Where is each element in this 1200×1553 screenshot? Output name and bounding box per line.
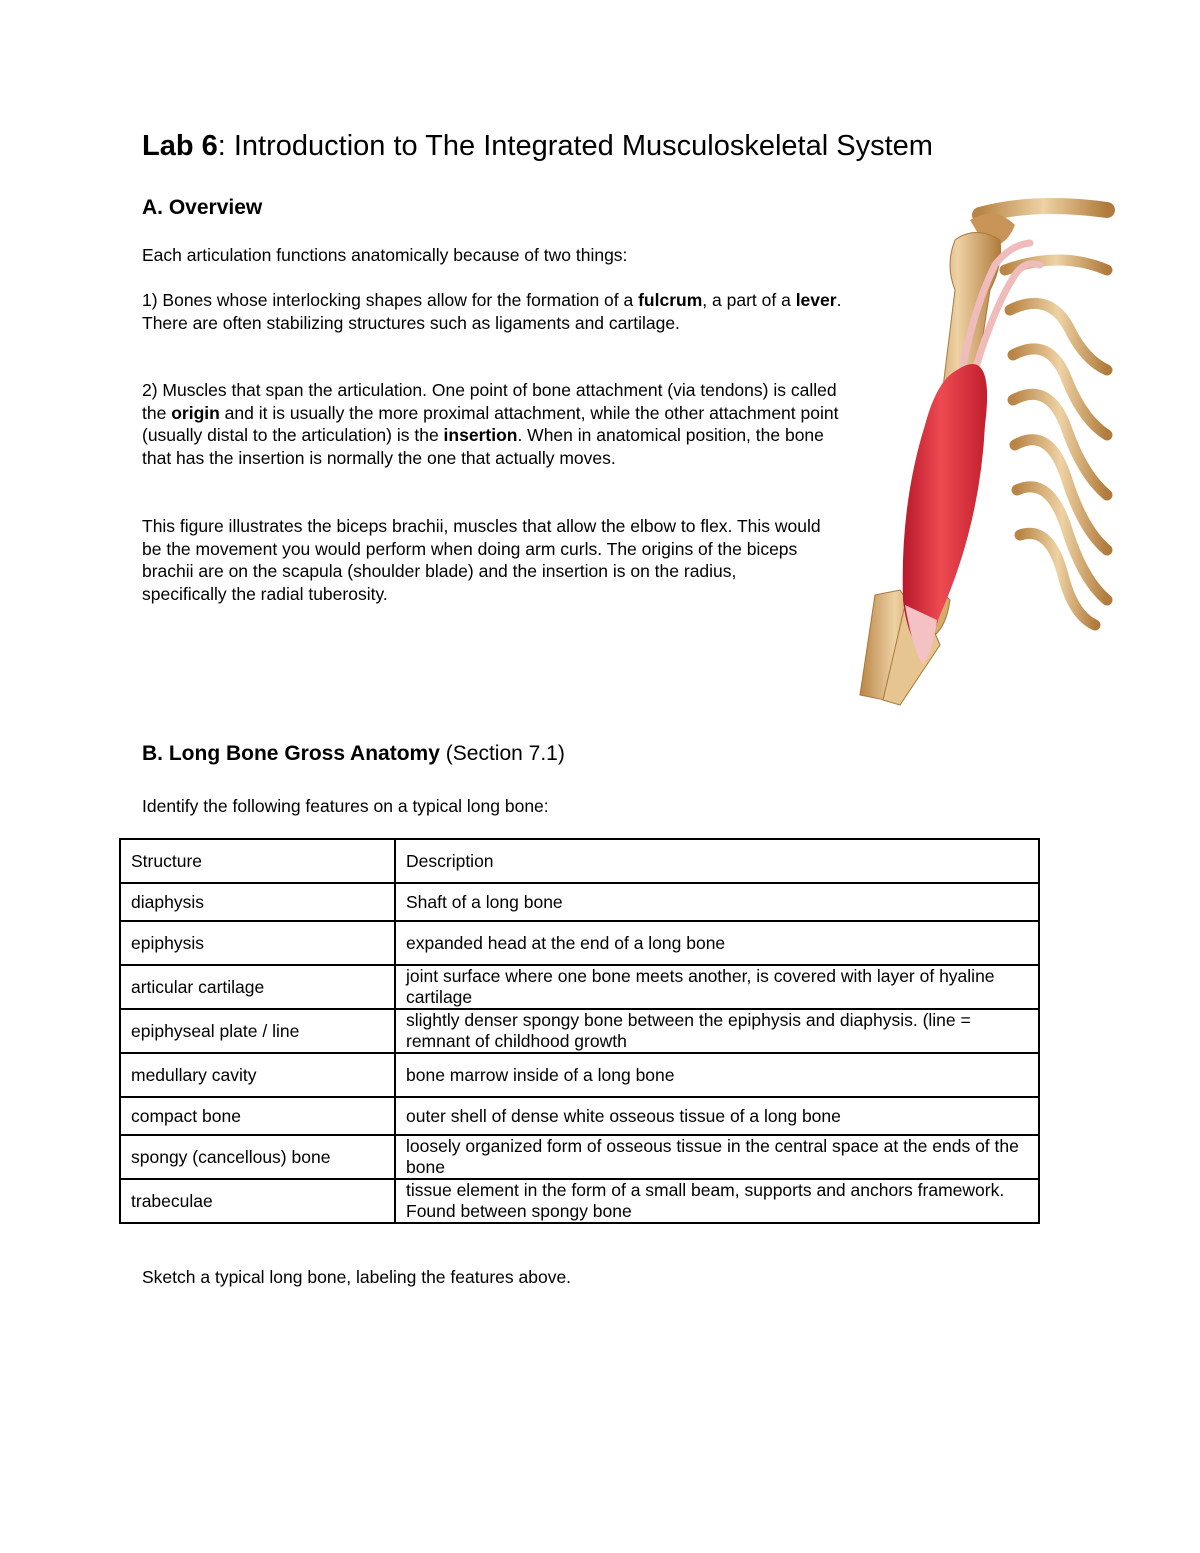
structure-cell: epiphysis <box>120 921 395 965</box>
description-cell: expanded head at the end of a long bone <box>395 921 1039 965</box>
description-cell: slightly denser spongy bone between the epiphysis and diaphysis. (line = remnant of childhood growth <box>395 1009 1039 1053</box>
structure-cell: diaphysis <box>120 883 395 921</box>
section-b-intro: Identify the following features on a typical long bone: <box>142 796 549 816</box>
long-bone-table <box>119 838 1040 1224</box>
table-header: Description <box>395 839 1039 883</box>
biceps-brachii-figure <box>845 195 1115 710</box>
table-row <box>120 921 1039 965</box>
table-header-row <box>120 839 1039 883</box>
structure-cell: epiphyseal plate / line <box>120 1009 395 1053</box>
description-cell: bone marrow inside of a long bone <box>395 1053 1039 1097</box>
section-a-intro: Each articulation functions anatomically because of two things: <box>142 245 628 265</box>
paragraph-bones: 1) Bones whose interlocking shapes allow for the formation of a fulcrum, a part of a lever. There are often stabilizing structures such as ligaments and cartilage. <box>142 290 842 333</box>
sketch-prompt: Sketch a typical long bone, labeling the features above. <box>142 1267 572 1287</box>
table-row <box>120 1179 1039 1223</box>
description-cell: loosely organized form of osseous tissue in the central space at the ends of the bone <box>395 1135 1039 1179</box>
rib-cage <box>1005 260 1107 625</box>
table-row <box>120 1097 1039 1135</box>
structure-cell: spongy (cancellous) bone <box>120 1135 395 1179</box>
page-title: Lab 6: Introduction to The Integrated Musculoskeletal System <box>142 130 933 162</box>
paragraph-figure-description: This figure illustrates the biceps brachii, muscles that allow the elbow to flex. This would be the movement you would perform when doing arm curls. The origins of the biceps brachii are on the scapula (shoulder blade) and the insertion is on the radius, specifically the radial tuberosity. <box>142 516 821 604</box>
structure-cell: compact bone <box>120 1097 395 1135</box>
structure-cell: articular cartilage <box>120 965 395 1009</box>
description-cell: Shaft of a long bone <box>395 883 1039 921</box>
table-row <box>120 883 1039 921</box>
table-row <box>120 1009 1039 1053</box>
table-row <box>120 1135 1039 1179</box>
table-row <box>120 1053 1039 1097</box>
table-header: Structure <box>120 839 395 883</box>
description-cell: joint surface where one bone meets another, is covered with layer of hyaline cartilage <box>395 965 1039 1009</box>
structure-cell: trabeculae <box>120 1179 395 1223</box>
section-b-heading: B. Long Bone Gross Anatomy (Section 7.1) <box>142 742 565 765</box>
description-cell: tissue element in the form of a small beam, supports and anchors framework. Found between spongy bone <box>395 1179 1039 1223</box>
section-a-heading: A. Overview <box>142 196 263 219</box>
table-row <box>120 965 1039 1009</box>
paragraph-muscles: 2) Muscles that span the articulation. One point of bone attachment (via tendons) is called the origin and it is usually the more proximal attachment, while the other attachment point (usually distal to the articulation) is the insertion. When in anatomical position, the bone that has the insertion is normally the one that actually moves. <box>142 380 839 468</box>
structure-cell: medullary cavity <box>120 1053 395 1097</box>
description-cell: outer shell of dense white osseous tissue of a long bone <box>395 1097 1039 1135</box>
